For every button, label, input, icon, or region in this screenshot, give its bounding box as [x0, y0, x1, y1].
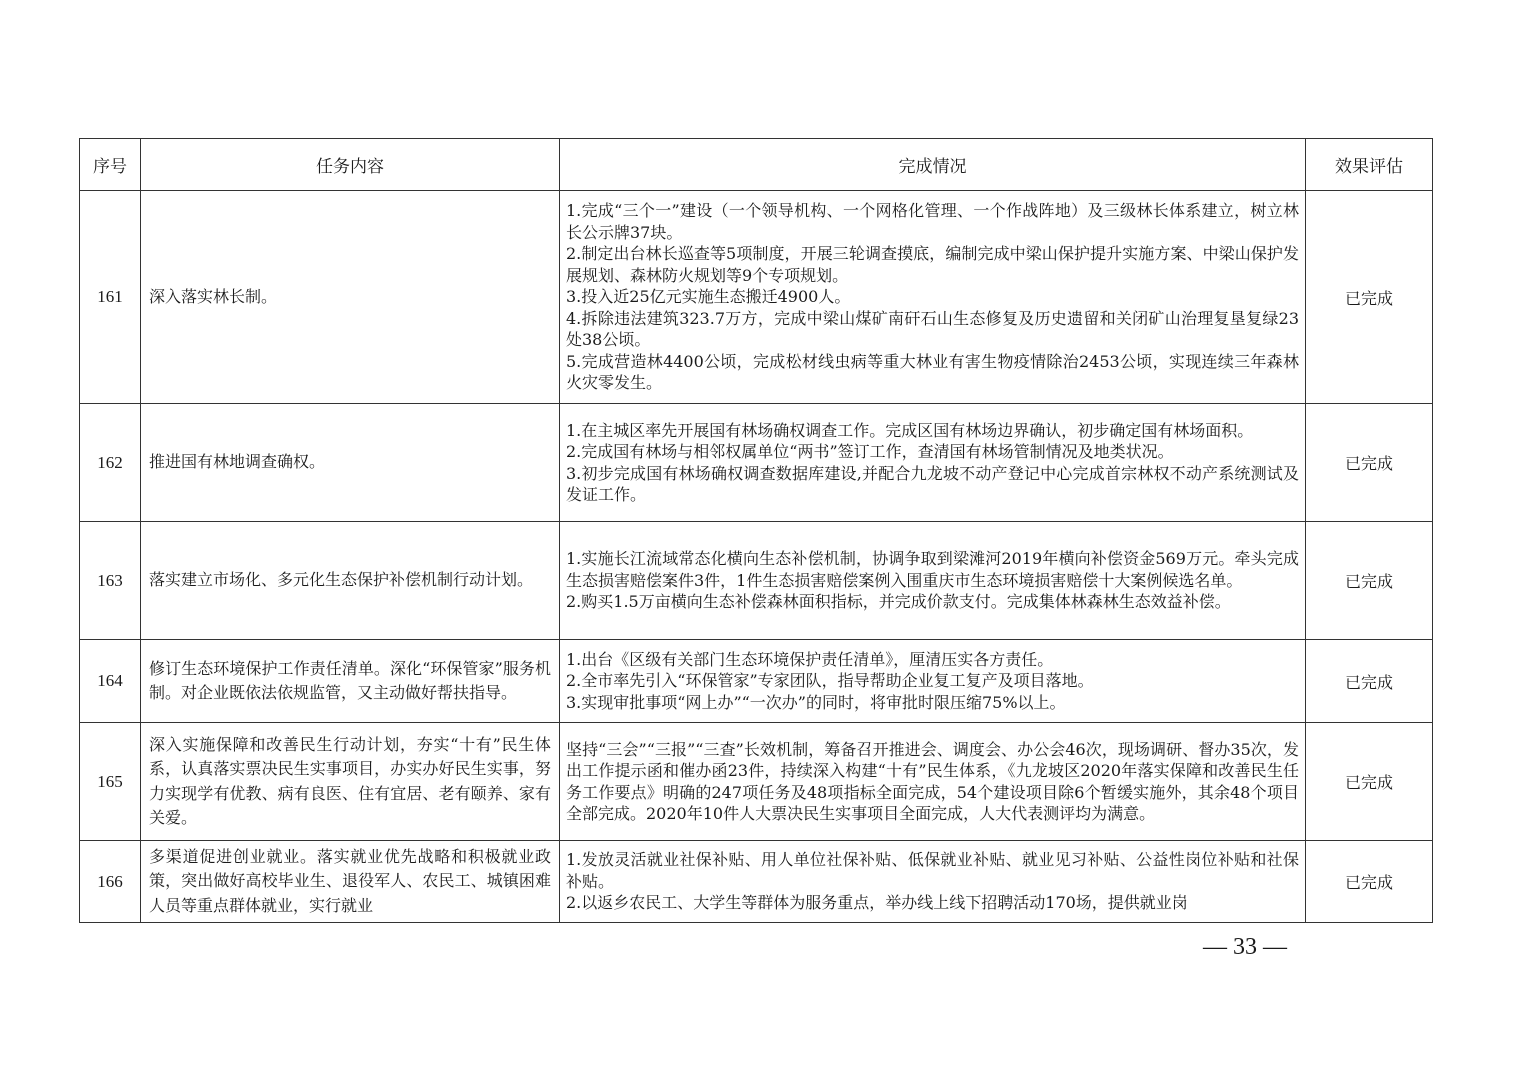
completion-status	[560, 191, 1306, 404]
completion-item: 3.初步完成国有林场确权调查数据库建设,并配合九龙坡不动产登记中心完成首宗林权不动产系统测试及发证工作。	[566, 463, 1299, 504]
row-number: 163	[80, 522, 141, 640]
completion-item: 3.投入近25亿元实施生态搬迁4900人。	[566, 287, 851, 307]
completion-item: 坚持“三会”“三报”“三查”长效机制，筹备召开推进会、调度会、办公会46次，现场调研、督办35次，发出工作提示函和催办函23件，持续深入构建“十有”民生体系，《九龙坡区2020年落实保障和改善民生任务工作要点》明确的247项任务及48项指标全面完成，54个建设项目除6个暂缓实施外，其余48个项目全部完成。2020年10件人大票决民生实事项目全面完成，人大代表测评均为满意。	[566, 739, 1299, 823]
completion-item: 1.发放灵活就业社保补贴、用人单位社保补贴、低保就业补贴、就业见习补贴、公益性岗位补贴和社保补贴。	[566, 850, 1299, 891]
completion-status	[560, 404, 1306, 522]
row-number: 161	[80, 191, 141, 404]
evaluation: 已完成	[1306, 522, 1433, 640]
completion-item: 3.实现审批事项“网上办”“一次办”的同时，将审批时限压缩75%以上。	[566, 692, 1066, 712]
completion-item: 4.拆除违法建筑323.7万方，完成中梁山煤矿南矸石山生态修复及历史遗留和关闭矿山治理复垦复绿23处38公顷。	[566, 308, 1299, 350]
completion-item: 1.实施长江流域常态化横向生态补偿机制，协调争取到梁滩河2019年横向补偿资金569万元。牵头完成生态损害赔偿案件3件，1件生态损害赔偿案例入围重庆市生态环境损害赔偿十大案例候选名单。	[566, 549, 1299, 590]
completion-item: 1.完成“三个一”建设（一个领导机构、一个网格化管理、一个作战阵地）及三级林长体系建立，树立林长公示牌37块。	[566, 201, 1299, 242]
table-row	[80, 640, 1433, 723]
evaluation: 已完成	[1306, 404, 1433, 522]
task-content: 深入落实林长制。	[141, 191, 560, 404]
completion-item: 5.完成营造林4400公顷，完成松材线虫病等重大林业有害生物疫情除治2453公顷，实现连续三年森林火灾零发生。	[566, 351, 1299, 393]
task-content: 推进国有林地调查确权。	[141, 404, 560, 522]
completion-item: 2.购买1.5万亩横向生态补偿森林面积指标，并完成价款支付。完成集体林森林生态效益补偿。	[566, 592, 1231, 612]
task-content: 修订生态环境保护工作责任清单。深化“环保管家”服务机制。对企业既依法依规监管，又主动做好帮扶指导。	[141, 640, 560, 723]
table-row	[80, 404, 1433, 522]
header-task: 任务内容	[141, 139, 560, 191]
evaluation: 已完成	[1306, 841, 1433, 923]
table-row	[80, 522, 1433, 640]
evaluation: 已完成	[1306, 191, 1433, 404]
row-number: 164	[80, 640, 141, 723]
completion-status	[560, 723, 1306, 841]
completion-item: 2.全市率先引入“环保管家”专家团队，指导帮助企业复工复产及项目落地。	[566, 671, 1094, 691]
header-eval: 效果评估	[1306, 139, 1433, 191]
header-no: 序号	[80, 139, 141, 191]
table-row	[80, 191, 1433, 404]
table-row	[80, 723, 1433, 841]
completion-item: 2.制定出台林长巡查等5项制度，开展三轮调查摸底，编制完成中梁山保护提升实施方案、中梁山保护发展规划、森林防火规划等9个专项规划。	[566, 244, 1299, 285]
completion-status	[560, 640, 1306, 723]
completion-item: 1.在主城区率先开展国有林场确权调查工作。完成区国有林场边界确认，初步确定国有林场面积。	[566, 420, 1254, 440]
completion-status	[560, 841, 1306, 923]
table-header-row	[80, 139, 1433, 191]
completion-item: 1.出台《区级有关部门生态环境保护责任清单》，厘清压实各方责任。	[566, 649, 1054, 669]
header-done: 完成情况	[560, 139, 1306, 191]
task-content: 落实建立市场化、多元化生态保护补偿机制行动计划。	[141, 522, 560, 640]
evaluation: 已完成	[1306, 723, 1433, 841]
table-row	[80, 841, 1433, 923]
row-number: 166	[80, 841, 141, 923]
row-number: 162	[80, 404, 141, 522]
completion-item: 2.以返乡农民工、大学生等群体为服务重点，举办线上线下招聘活动170场，提供就业岗	[566, 893, 1188, 913]
completion-item: 2.完成国有林场与相邻权属单位“两书”签订工作，查清国有林场管制情况及地类状况。	[566, 442, 1174, 461]
evaluation: 已完成	[1306, 640, 1433, 723]
task-completion-table	[79, 138, 1433, 923]
row-number: 165	[80, 723, 141, 841]
page-number: — 33 —	[1203, 934, 1287, 960]
task-content: 多渠道促进创业就业。落实就业优先战略和积极就业政策，突出做好高校毕业生、退役军人、农民工、城镇困难人员等重点群体就业，实行就业	[141, 841, 560, 923]
completion-status	[560, 522, 1306, 640]
task-content: 深入实施保障和改善民生行动计划，夯实“十有”民生体系，认真落实票决民生实事项目，办实办好民生实事，努力实现学有优教、病有良医、住有宜居、老有颐养、家有关爱。	[141, 723, 560, 841]
